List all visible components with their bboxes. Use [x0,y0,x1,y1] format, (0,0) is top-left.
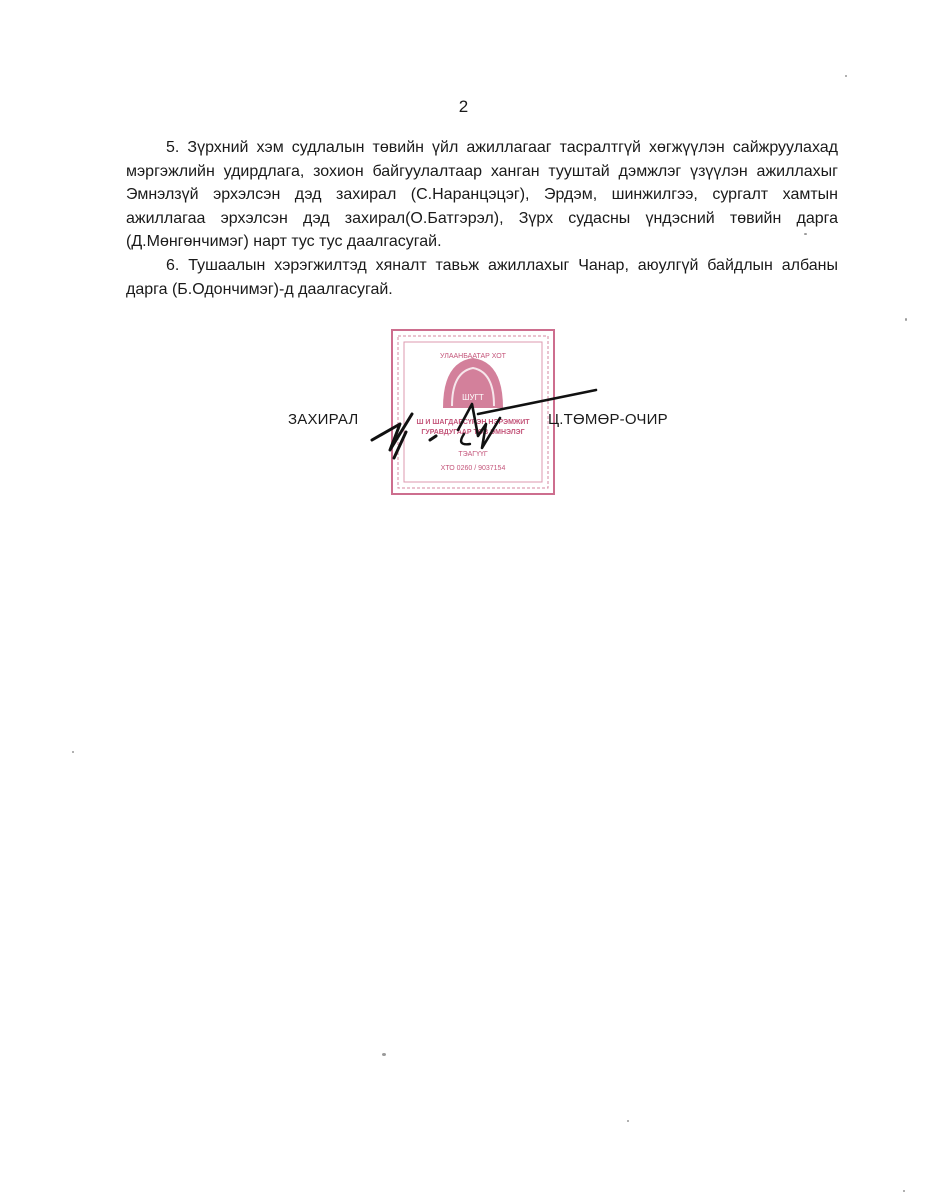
scan-speck [845,75,847,77]
page-number: 2 [458,97,469,116]
stamp-code: ХТО 0260 / 9037154 [440,465,506,472]
scan-speck [903,1190,905,1192]
stamp-emblem-text: ШУГТ [462,393,484,402]
paragraph-6: 6. Тушаалын хэрэгжилтэд хяналт тавьж ажиллахыг Чанар, аюулгүй байдлын албаны дарга (Б.Одончимэг)-д даалгасугай. [126,257,838,298]
scan-speck [382,1053,386,1056]
signatory-title: ЗАХИРАЛ [288,411,359,428]
paragraph-5: 5. Зүрхний хэм судлалын төвийн үйл ажиллагааг тасралтгүй хөгжүүлэн сайжруулахад мэргэжлийн удирдлага, зохион байгуулалтаар ханган тууштай дэмжлэг үзүүлэн ажиллахыг Эмнэлзүй эрхэлсэн дэд захирал (С.Наранцэцэг), Эрдэм, шинжилгээ, сургалт хамтын ажиллагаа эрхэлсэн дэд захирал(О.Батгэрэл), Зүрх судасны үндэсний төвийн дарга (Д.Мөнгөнчимэг) нарт тус тус даалгасугай. [126,139,838,250]
stamp-line2: ГУРАВДУГААР ТӨВ ЭМНЭЛЭГ [421,429,525,436]
stamp-top-text: УЛААНБААТАР ХОТ [440,353,506,360]
stamp-line3: ТЭАГҮҮГ [458,451,488,458]
signatory-name: Ц.ТӨМӨР-ОЧИР [548,411,668,428]
scan-speck [72,751,74,753]
scan-speck [905,318,907,321]
stamp-line1: Ш И ШАГДАРСҮРЭН НЭРЭМЖИТ [416,419,530,426]
handwritten-signature [360,384,600,464]
scan-speck [804,233,807,235]
scan-speck [627,1120,629,1122]
